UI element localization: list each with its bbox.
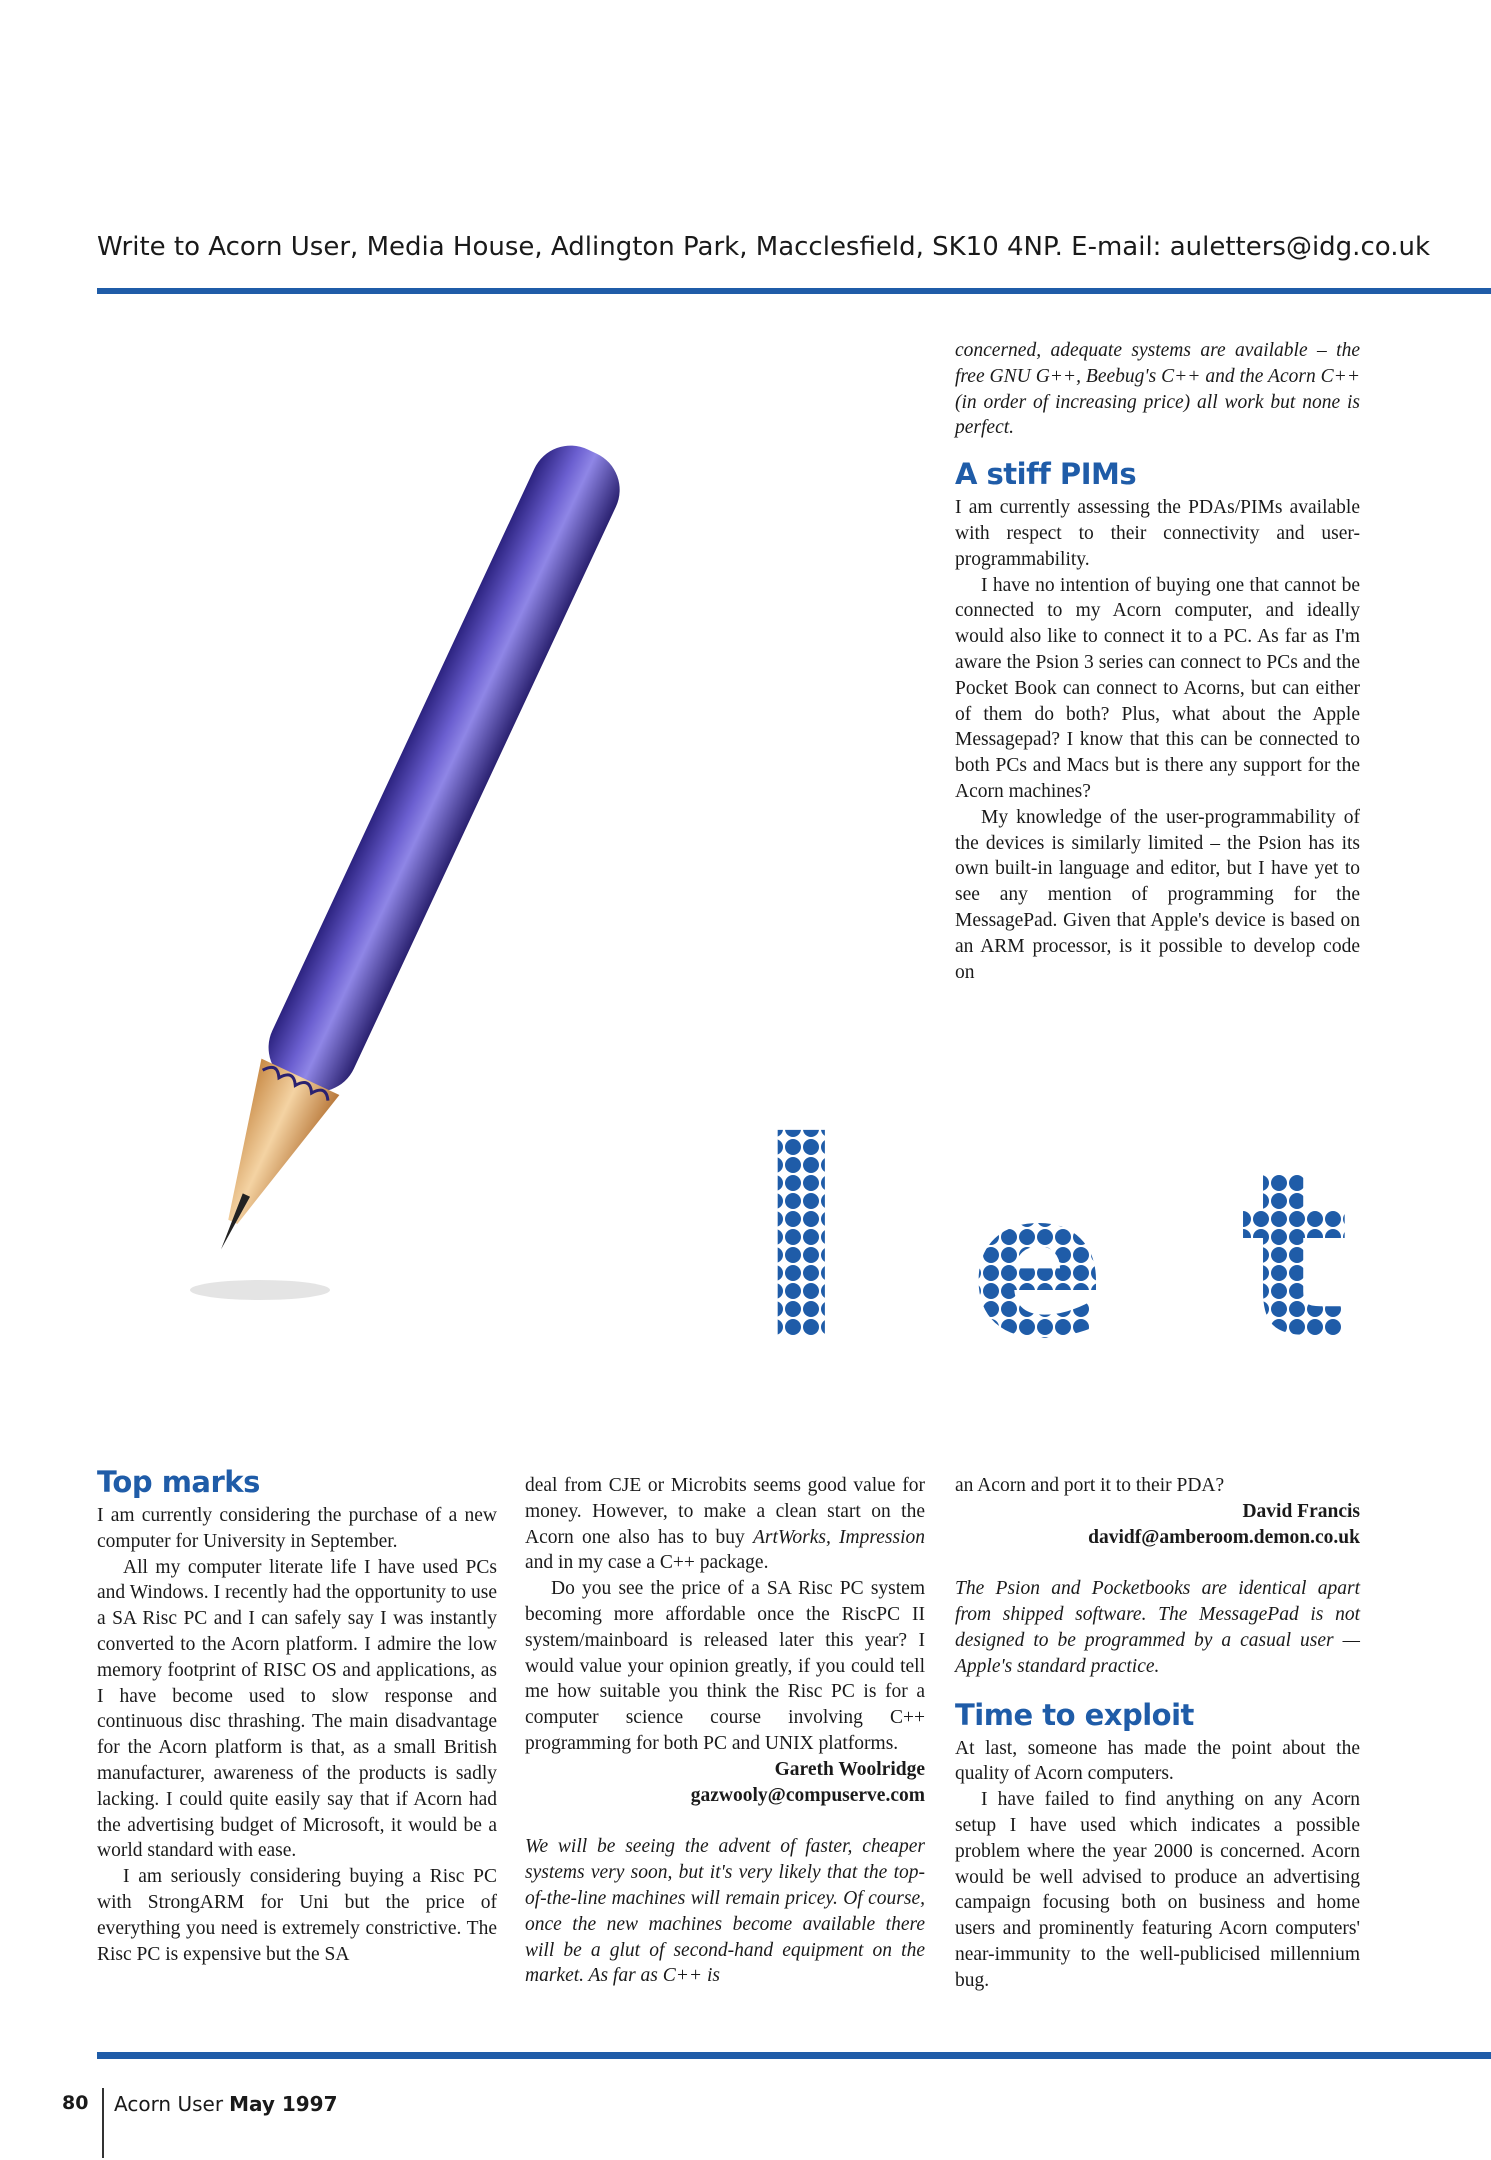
reply-text: concerned, adequate systems are available – the free GNU G++, Beebug's C++ and the Acorn C++ (in order of increasing price) all work but none is perfect. — [955, 340, 1360, 439]
column-3 — [955, 1473, 1360, 1994]
paragraph: I have failed to find anything on any Acorn setup I have used which indicates a possible problem where the year 2000 is concerned. Acorn would be well advised to produce an advertising campaign focusing both on business and home users and prominently featuring Acorn computers' near-immunity to the well-publicised millennium bug. — [955, 1789, 1360, 1991]
footer-issue: May 1997 — [229, 2092, 338, 2116]
signature-name: Gareth Woolridge — [774, 1758, 925, 1780]
paragraph: deal from CJE or Microbits seems good value for money. However, to make a clean start on the Acorn one also has to buy ArtWorks, Impression and in my case a C++ package. — [525, 1475, 925, 1574]
letter-heading-stiff-pims: A stiff PIMs — [955, 457, 1137, 492]
paragraph: My knowledge of the user-programmability of the devices is similarly limited – the Psion has its own built-in language and editor, but I have yet to see any mention of programming for the MessagePad. Given that Apple's device is based on an ARM processor, is it possible to develop code on — [955, 806, 1360, 983]
paragraph: Do you see the price of a SA Risc PC system becoming more affordable once the RiscPC II system/mainboard is released later this year? I would value your opinion greatly, if you could tell me how suitable you think the Risc PC is for a computer science course involving C++ programming for both PC and UNIX platforms. — [525, 1578, 925, 1754]
footer-publication: Acorn User May 1997 — [114, 2092, 338, 2116]
signature-email: gazwooly@compuserve.com — [690, 1784, 925, 1806]
column-1 — [97, 1465, 497, 1967]
signature-name: David Francis — [1242, 1500, 1360, 1522]
letter-heading-top-marks: Top marks — [97, 1465, 260, 1499]
page-number: 80 — [62, 2092, 89, 2114]
footer-divider — [102, 2088, 104, 2158]
reply-text: We will be seeing the advent of faster, cheaper systems very soon, but it's very likely that the top-of-the-line machines will remain pricey. Of course, once the new machines become available there will be a glut of second-hand equipment on the market. As far as C++ is — [525, 1836, 925, 1987]
top-rule — [97, 288, 1491, 294]
letter-heading-time-to-exploit: Time to exploit — [955, 1697, 1194, 1732]
letter-l: l — [755, 1120, 848, 1360]
paragraph: All my computer literate life I have used PCs and Windows. I recently had the opportunity to use a SA Risc PC and I can safely say I was instantly converted to the Acorn platform. I admire the low memory footprint of RISC OS and applications, as I have become used to slow response and continuous disc thrashing. The main disadvantage for the Acorn platform is that, as a small British manufacturer, awareness of the products is sadly lacking. I could quite easily say that if Acorn had the advertising budget of Microsoft, it would be a world standard with ease. — [97, 1556, 497, 1862]
paragraph: At last, someone has made the point about the quality of Acorn computers. — [955, 1737, 1360, 1785]
signature-email: davidf@amberoom.demon.co.uk — [1088, 1526, 1360, 1548]
reply-text: The Psion and Pocketbooks are identical apart from shipped software. The MessagePad is not designed to be programmed by a casual user — Apple's standard practice. — [955, 1578, 1360, 1677]
letter-t: t — [1240, 1123, 1350, 1360]
column-2 — [525, 1473, 925, 1989]
paragraph: I have no intention of buying one that cannot be connected to my Acorn computer, and ideally would also like to connect it to a PC. As far as I'm aware the Psion 3 series can connect to PCs and the Pocket Book can connect to Acorns, but can either of them do both? Plus, what about the Apple Messagepad? I know that this can be connected to both PCs and Macs but is there any support for the Acorn machines? — [955, 574, 1360, 802]
dotted-letters-illustration — [730, 1120, 1430, 1360]
bottom-rule — [97, 2052, 1491, 2059]
masthead-address: Write to Acorn User, Media House, Adlington Park, Macclesfield, SK10 4NP. E-mail: auletters@idg.co.uk — [97, 232, 1430, 262]
paragraph: I am currently considering the purchase of a new computer for University in September. — [97, 1505, 497, 1552]
paragraph: I am seriously considering buying a Risc PC with StrongARM for Uni but the price of everything you need is extremely constrictive. The Risc PC is expensive but the SA — [97, 1866, 497, 1965]
paragraph: an Acorn and port it to their PDA? — [955, 1475, 1225, 1496]
paragraph: I am currently assessing the PDAs/PIMs available with respect to their connectivity and user-programmability. — [955, 497, 1360, 570]
pencil-icon — [180, 330, 680, 1370]
letter-e: e — [970, 1150, 1106, 1360]
top-right-column — [955, 338, 1360, 985]
